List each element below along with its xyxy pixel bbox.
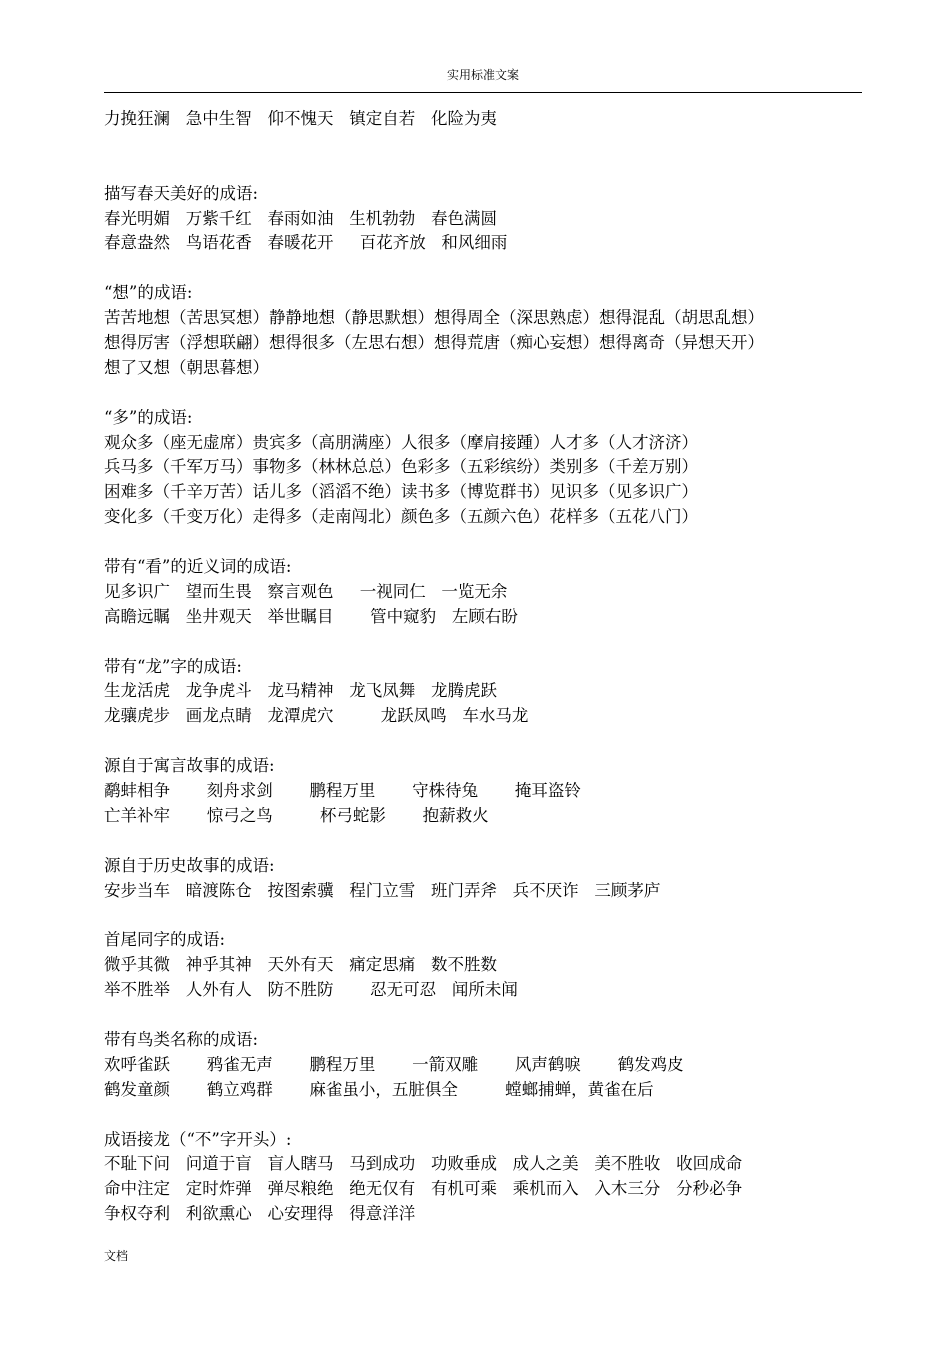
- text-line: “想”的成语:: [104, 283, 193, 303]
- blank-line: [104, 132, 864, 157]
- page-footer: 文档: [104, 1249, 129, 1263]
- text-line: 源自于历史故事的成语:: [104, 855, 275, 875]
- text-line: 举不胜举 人外有人 防不胜防 忍无可忍 闻所未闻: [104, 980, 518, 1000]
- text-line: 兵马多（千军万马）事物多（林林总总）色彩多（五彩缤纷）类别多（千差万别）: [104, 457, 698, 477]
- text-line: 成语接龙（“不”字开头）:: [104, 1129, 292, 1149]
- text-line: 不耻下问 问道于盲 盲人瞎马 马到成功 功败垂成 成人之美 美不胜收 收回成命: [104, 1154, 743, 1174]
- text-line: 安步当车 暗渡陈仓 按图索骥 程门立雪 班门弄斧 兵不厌诈 三顾茅庐: [104, 880, 661, 900]
- blank-line: [104, 530, 864, 555]
- text-line: 春光明媚 万紫千红 春雨如油 生机勃勃 春色满圆: [104, 208, 497, 228]
- text-line: 欢呼雀跃 鸦雀无声 鹏程万里 一箭双雕 风声鹤唳 鹤发鸡皮: [104, 1054, 684, 1074]
- text-line: 春意盎然 鸟语花香 春暖花开 百花齐放 和风细雨: [104, 233, 508, 253]
- page-header: [104, 66, 862, 93]
- text-line: 观众多（座无虚席）贵宾多（高朋满座）人很多（摩肩接踵）人才多（人才济济）: [104, 432, 698, 452]
- text-line: 生龙活虎 龙争虎斗 龙马精神 龙飞凤舞 龙腾虎跃: [104, 681, 497, 701]
- header-title: 实用标准文案: [446, 68, 519, 82]
- text-line: 亡羊补牢 惊弓之鸟 杯弓蛇影 抱薪救火: [104, 805, 489, 825]
- blank-line: [104, 157, 864, 182]
- text-line: 龙骧虎步 画龙点睛 龙潭虎穴 龙跃凤鸣 车水马龙: [104, 706, 529, 726]
- text-line: 高瞻远瞩 坐井观天 举世瞩目 管中窥豹 左顾右盼: [104, 606, 518, 626]
- text-line: 争权夺利 利欲熏心 心安理得 得意洋洋: [104, 1204, 416, 1224]
- text-line: 力挽狂澜 急中生智 仰不愧天 镇定自若 化险为夷: [104, 109, 497, 128]
- text-line: 见多识广 望而生畏 察言观色 一视同仁 一览无余: [104, 581, 508, 601]
- document-body: [104, 107, 864, 1227]
- text-line: 带有“看”的近义词的成语:: [104, 557, 292, 577]
- text-line: 鹤发童颜 鹤立鸡群 麻雀虽小，五脏俱全 螳螂捕蝉，黄雀在后: [104, 1079, 654, 1099]
- blank-line: [104, 256, 864, 281]
- text-line: “多”的成语:: [104, 407, 193, 427]
- blank-line: [104, 829, 864, 854]
- text-line: 鹬蚌相争 刻舟求剑 鹏程万里 守株待兔 掩耳盗铃: [104, 781, 581, 801]
- text-line: 首尾同字的成语:: [104, 930, 226, 950]
- text-line: 想了又想（朝思暮想）: [104, 357, 269, 377]
- text-line: 描写春天美好的成语:: [104, 183, 259, 203]
- blank-line: [104, 381, 864, 406]
- text-line: 困难多（千辛万苦）话儿多（滔滔不绝）读书多（博览群书）见识多（见多识广）: [104, 482, 698, 502]
- text-line: 微乎其微 神乎其神 天外有天 痛定思痛 数不胜数: [104, 955, 497, 975]
- blank-line: [104, 904, 864, 929]
- text-line: 想得厉害（浮想联翩）想得很多（左思右想）想得荒唐（痴心妄想）想得离奇（异想天开）: [104, 333, 764, 353]
- text-line: 带有鸟类名称的成语:: [104, 1029, 259, 1049]
- blank-line: [104, 630, 864, 655]
- blank-line: [104, 1103, 864, 1128]
- text-line: 苦苦地想（苦思冥想）静静地想（静思默想）想得周全（深思熟虑）想得混乱（胡思乱想）: [104, 308, 764, 328]
- text-line: 变化多（千变万化）走得多（走南闯北）颜色多（五颜六色）花样多（五花八门）: [104, 507, 698, 527]
- text-line: 带有“龙”字的成语:: [104, 656, 242, 676]
- blank-line: [104, 729, 864, 754]
- blank-line: [104, 1003, 864, 1028]
- text-line: 源自于寓言故事的成语:: [104, 756, 275, 776]
- text-line: 命中注定 定时炸弹 弹尽粮绝 绝无仅有 有机可乘 乘机而入 入木三分 分秒必争: [104, 1179, 743, 1199]
